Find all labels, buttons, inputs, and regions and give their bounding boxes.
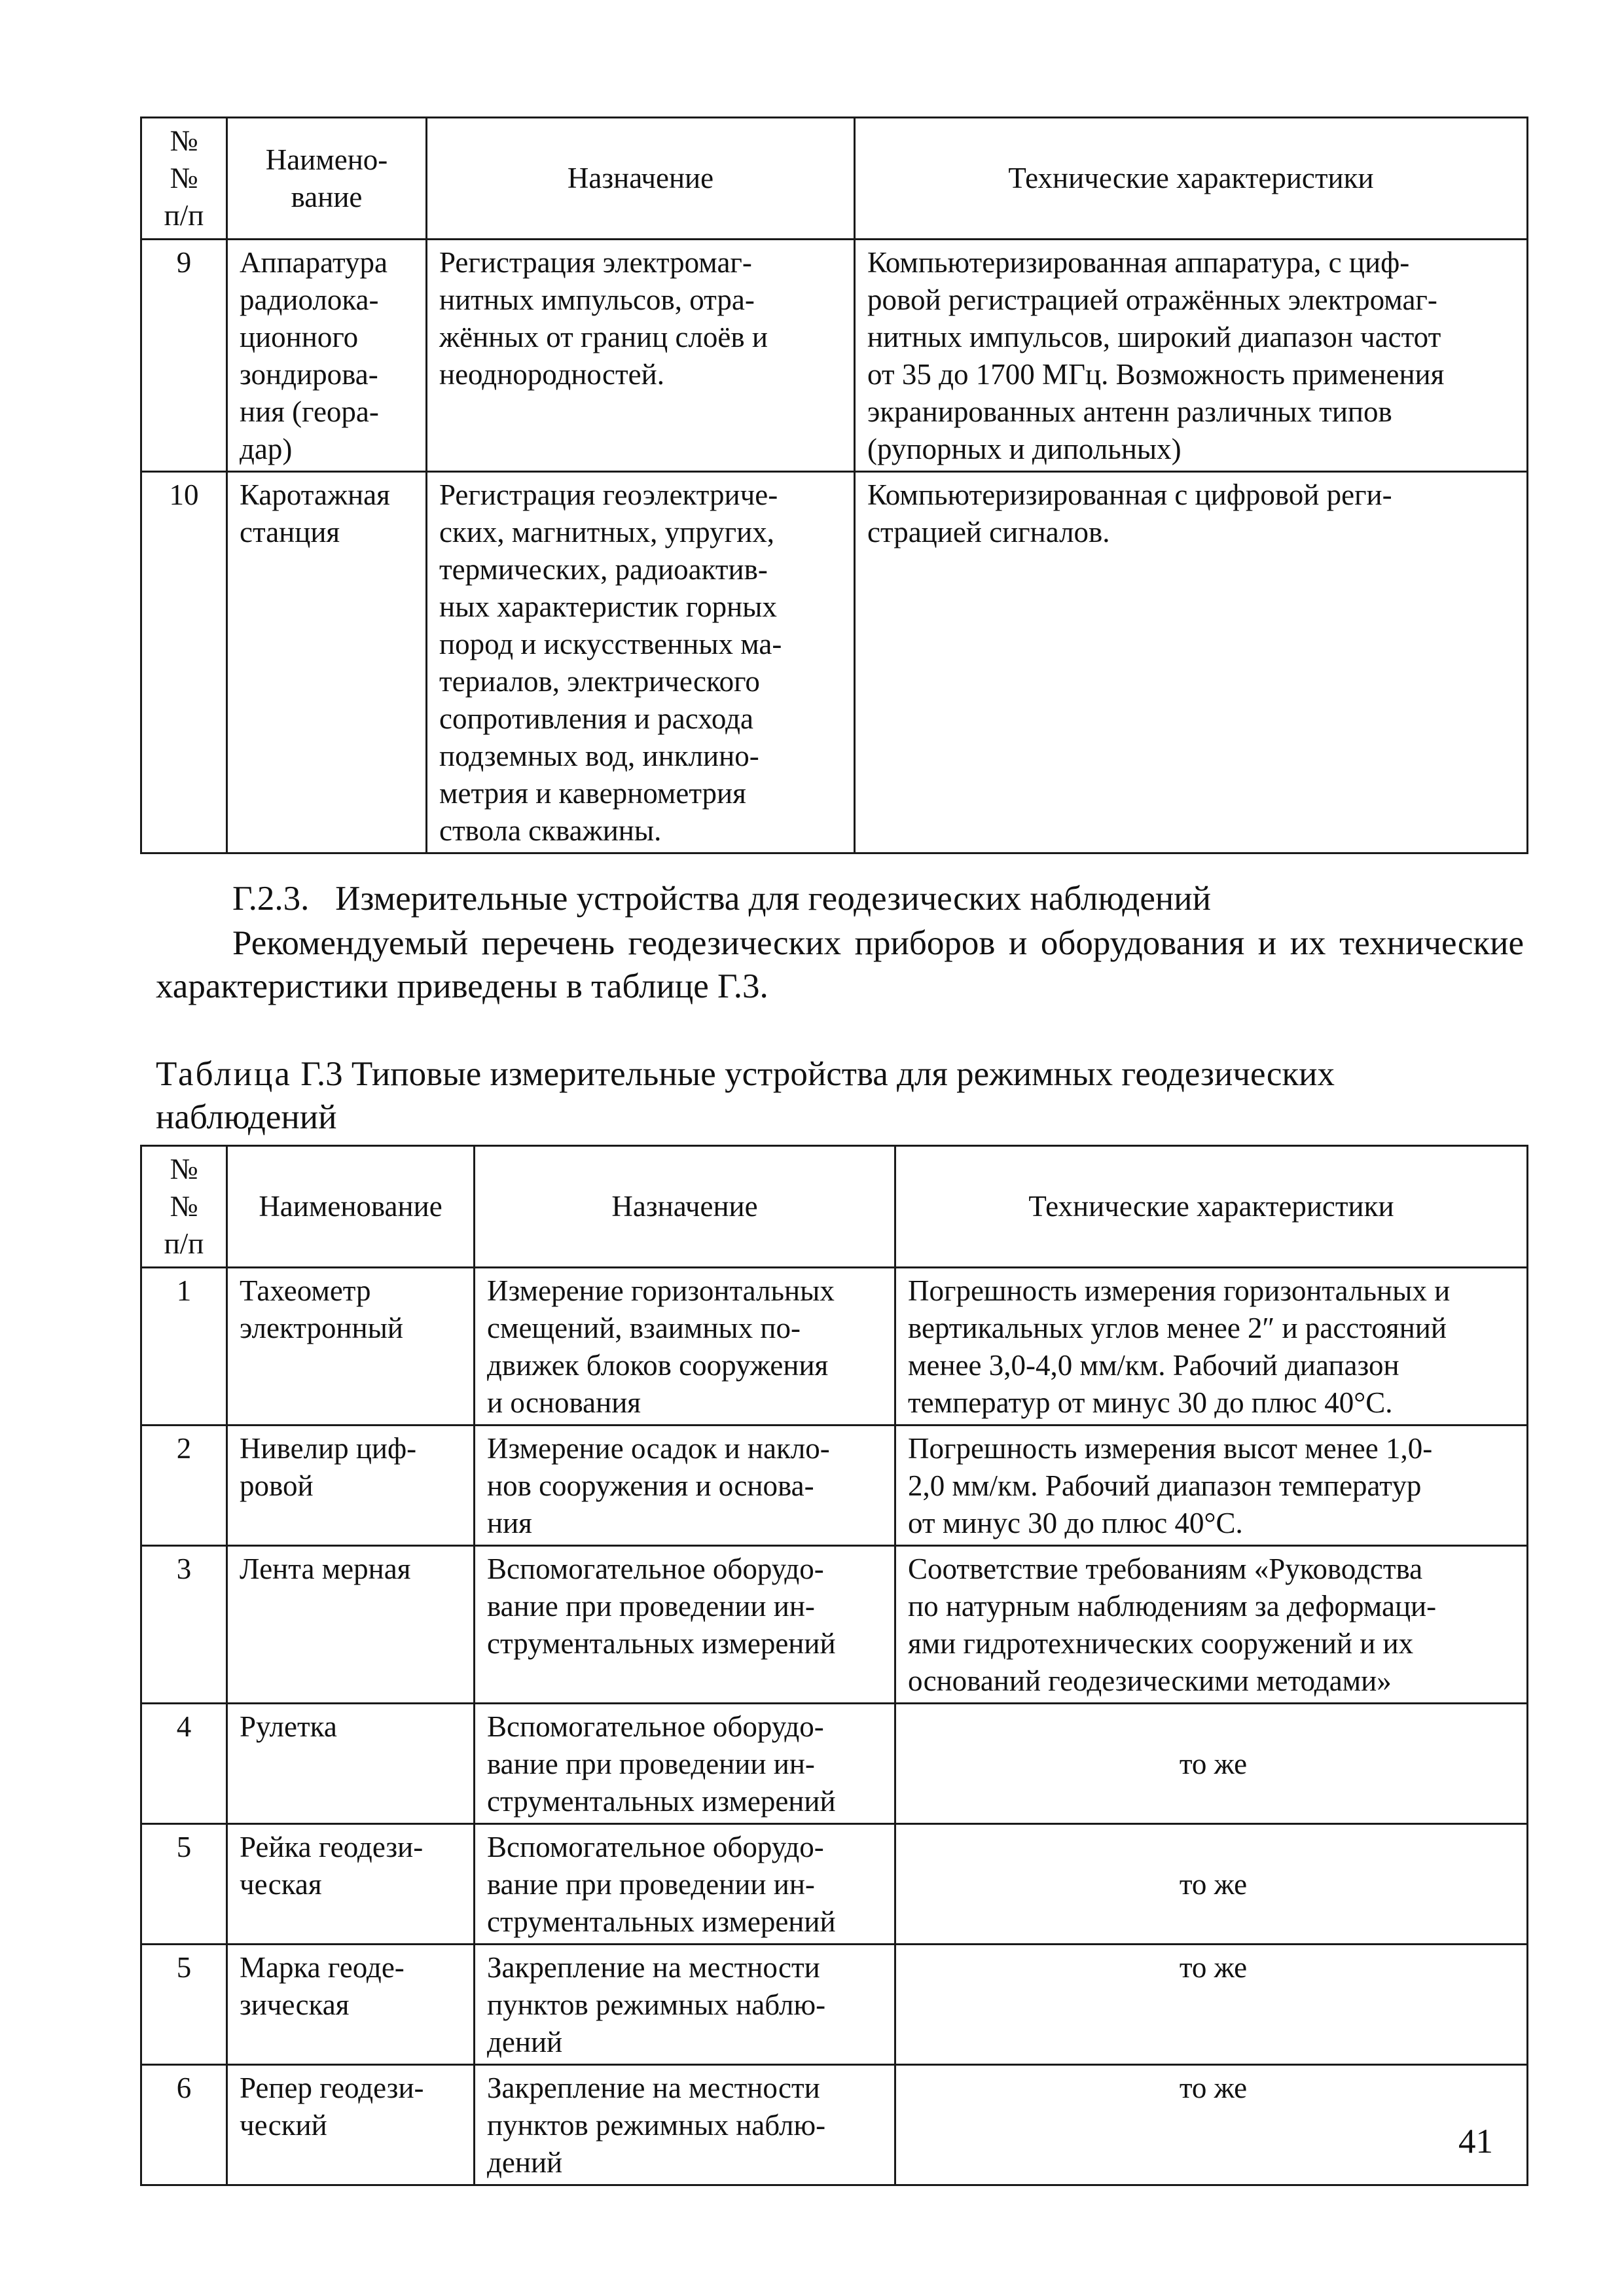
- table-row: [141, 1824, 1528, 1945]
- table-row: [141, 2065, 1528, 2185]
- header-specs: Технические характеристики: [855, 118, 1528, 240]
- row-name: Нивелир циф- ровой: [227, 1426, 475, 1546]
- row-purpose: Вспомогательное оборудо- вание при проведении ин- струментальных измерений: [475, 1546, 895, 1704]
- row-name: Репер геодези- ческий: [227, 2065, 475, 2185]
- row-name: Рулетка: [227, 1704, 475, 1824]
- row-specs: то же: [895, 1824, 1528, 1945]
- row-name: Каротажная станция: [227, 472, 427, 853]
- header-name: Наимено- вание: [227, 118, 427, 240]
- row-num: 6: [141, 2065, 227, 2185]
- row-num: 5: [141, 1945, 227, 2065]
- table-row: [141, 1546, 1528, 1704]
- header-name: Наименование: [227, 1146, 475, 1268]
- intro-paragraph: Рекомендуемый перечень геодезических приборов и оборудования и их технические характеристики приведены в таблице Г.3.: [156, 924, 1524, 1005]
- row-num: 1: [141, 1268, 227, 1426]
- header-purpose: Назначение: [475, 1146, 895, 1268]
- row-purpose: Вспомогательное оборудо- вание при проведении ин- струментальных измерений: [475, 1704, 895, 1824]
- row-specs: Соответствие требованиям «Руководства по натурным наблюдениям за деформаци- ями гидротехнических сооружений и их оснований геодезическими методами»: [895, 1546, 1528, 1704]
- table-caption-label: Таблица: [156, 1055, 292, 1093]
- row-num: 3: [141, 1546, 227, 1704]
- row-purpose: Измерение осадок и накло- нов сооружения и основа- ния: [475, 1426, 895, 1546]
- header-num: № № п/п: [141, 1146, 227, 1268]
- table-row: [141, 240, 1528, 472]
- row-num: 2: [141, 1426, 227, 1546]
- table-row: [141, 1704, 1528, 1824]
- table-caption-text: Г.3 Типовые измерительные устройства для режимных геодезических наблюдений: [156, 1055, 1335, 1136]
- section-heading: Г.2.3. Измерительные устройства для геодезических наблюдений: [232, 880, 1211, 918]
- header-purpose: Назначение: [427, 118, 855, 240]
- header-num: № № п/п: [141, 118, 227, 240]
- row-specs: то же: [895, 1704, 1528, 1824]
- row-name: Марка геоде- зическая: [227, 1945, 475, 2065]
- row-purpose: Вспомогательное оборудо- вание при проведении ин- струментальных измерений: [475, 1824, 895, 1945]
- row-num: 4: [141, 1704, 227, 1824]
- row-specs: Погрешность измерения горизонтальных и вертикальных углов менее 2″ и расстояний менее 3,0-4,0 мм/км. Рабочий диапазон температур от минус 30 до плюс 40°С.: [895, 1268, 1528, 1426]
- geodetic-devices-table: [140, 1145, 1528, 2186]
- table-row: [141, 472, 1528, 853]
- table-row: [141, 1268, 1528, 1426]
- table-header-row: [141, 118, 1528, 240]
- row-num: 10: [141, 472, 227, 853]
- row-specs: Компьютеризированная аппаратура, с циф- ровой регистрацией отражённых электромаг- нитных импульсов, широкий диапазон частот от 35 до 1700 МГц. Возможность применения экранированных антенн различных типов (рупорных и дипольных): [855, 240, 1528, 472]
- row-purpose: Закрепление на местности пунктов режимных наблю- дений: [475, 1945, 895, 2065]
- table-header-row: [141, 1146, 1528, 1268]
- table-row: [141, 1426, 1528, 1546]
- row-name: Рейка геодези- ческая: [227, 1824, 475, 1945]
- row-num: 9: [141, 240, 227, 472]
- row-name: Аппаратура радиолока- ционного зондирова- ния (геора- дар): [227, 240, 427, 472]
- row-name: Тахеометр электронный: [227, 1268, 475, 1426]
- row-purpose: Регистрация электромаг- нитных импульсов, отра- жённых от границ слоёв и неоднородностей.: [427, 240, 855, 472]
- row-specs: Погрешность измерения высот менее 1,0- 2,0 мм/км. Рабочий диапазон температур от минус 30 до плюс 40°С.: [895, 1426, 1528, 1546]
- row-purpose: Регистрация геоэлектриче- ских, магнитных, упругих, термических, радиоактив- ных характеристик горных пород и искусственных ма- териалов, электрического сопротивления и расхода подземных вод, инклино- метрия и кавернометрия ствола скважины.: [427, 472, 855, 853]
- row-name: Лента мерная: [227, 1546, 475, 1704]
- row-purpose: Закрепление на местности пунктов режимных наблю- дений: [475, 2065, 895, 2185]
- row-specs: то же: [895, 2065, 1528, 2185]
- table-row: [141, 1945, 1528, 2065]
- page-number: 41: [1458, 2123, 1493, 2161]
- row-specs: то же: [895, 1945, 1528, 2065]
- row-num: 5: [141, 1824, 227, 1945]
- equipment-table-continued: [140, 117, 1528, 854]
- row-purpose: Измерение горизонтальных смещений, взаимных по- движек блоков сооружения и основания: [475, 1268, 895, 1426]
- row-specs: Компьютеризированная с цифровой реги- страцией сигналов.: [855, 472, 1528, 853]
- table-caption: [156, 1052, 1524, 1139]
- header-specs: Технические характеристики: [895, 1146, 1528, 1268]
